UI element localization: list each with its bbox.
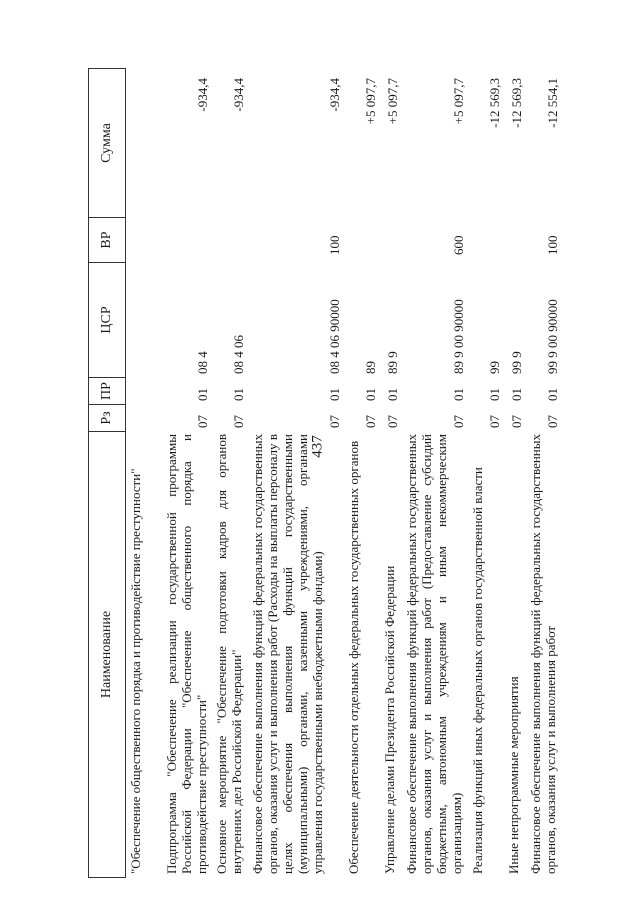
row-csr: 08 4 xyxy=(195,351,210,374)
page-number: 437 xyxy=(309,435,326,458)
row-rz: 07 xyxy=(195,415,210,428)
row-sum: -934,4 xyxy=(327,78,342,112)
row-rz: 07 xyxy=(327,415,342,428)
row-vr: 600 xyxy=(451,235,466,255)
row-csr: 08 4 06 xyxy=(231,335,246,374)
row-vr: 100 xyxy=(545,235,560,255)
row-csr: 89 9 xyxy=(385,351,400,374)
row-csr: 89 9 00 90000 xyxy=(451,299,466,374)
row-name: Финансовое обеспечение выполнения функций федеральных государственных органов, оказания услуг и выполнения работ (Предоставление субсидий бюджетным, автономным учреждениям и иным некоммерческим организациям) xyxy=(404,434,464,874)
budget-table xyxy=(88,68,613,878)
row-name: "Обеспечение общественного порядка и противодействие преступности" xyxy=(128,468,143,874)
row-pr: 01 xyxy=(545,388,560,401)
table-row xyxy=(506,68,524,878)
row-pr: 01 xyxy=(451,388,466,401)
table-row xyxy=(404,68,466,878)
header-sum: Сумма xyxy=(89,68,125,218)
row-csr: 99 9 xyxy=(509,351,524,374)
row-pr: 01 xyxy=(487,388,502,401)
row-name: Обеспечение деятельности отдельных федеральных государственных органов xyxy=(346,440,361,874)
table-row xyxy=(128,68,160,878)
row-rz: 07 xyxy=(231,415,246,428)
table-row xyxy=(214,68,246,878)
row-csr: 89 xyxy=(363,361,378,374)
row-pr: 01 xyxy=(385,388,400,401)
table-header-row xyxy=(88,68,126,878)
header-rz: Рз xyxy=(89,405,125,432)
row-name: Финансовое обеспечение выполнения функций федеральных государственных органов, оказания услуг и выполнения работ (Расходы на выплаты персоналу в целях обеспечения выполнения функций государственными (муниципальными) органами, казенными учреждениями, органами управления государственными внебюджетными фондами) xyxy=(250,434,325,874)
row-sum: +5 097,7 xyxy=(451,78,466,125)
row-pr: 01 xyxy=(509,388,524,401)
row-rz: 07 xyxy=(487,415,502,428)
row-sum: -934,4 xyxy=(195,78,210,112)
row-rz: 07 xyxy=(385,415,400,428)
row-name: Подпрограмма "Обеспечение реализации государственной программы Российской Федерации "Обеспечение общественного порядка и противодействие преступности" xyxy=(164,434,209,874)
header-vr: ВР xyxy=(89,218,125,263)
row-vr: 100 xyxy=(327,235,342,255)
row-sum: -12 554,1 xyxy=(545,78,560,128)
header-pr: ПР xyxy=(89,378,125,405)
row-rz: 07 xyxy=(509,415,524,428)
table-row xyxy=(250,68,342,878)
row-sum: -12 569,3 xyxy=(509,78,524,128)
header-csr: ЦСР xyxy=(89,263,125,378)
row-pr: 01 xyxy=(231,388,246,401)
row-pr: 01 xyxy=(363,388,378,401)
row-name: Управление делами Президента Российской Федерации xyxy=(382,565,397,874)
row-name: Реализация функций иных федеральных органов государственной власти xyxy=(470,467,485,874)
row-rz: 07 xyxy=(545,415,560,428)
table-row xyxy=(528,68,560,878)
row-sum: -934,4 xyxy=(231,78,246,112)
table-row xyxy=(346,68,378,878)
row-rz: 07 xyxy=(451,415,466,428)
row-name: Иные непрограммные мероприятия xyxy=(506,676,521,874)
table-row xyxy=(164,68,210,878)
row-name: Финансовое обеспечение выполнения функций федеральных государственных органов, оказания услуг и выполнения работ xyxy=(528,434,558,874)
row-csr: 99 9 00 90000 xyxy=(545,299,560,374)
row-sum: +5 097,7 xyxy=(385,78,400,125)
header-name: Наименование xyxy=(89,432,125,878)
row-pr: 01 xyxy=(327,388,342,401)
row-rz: 07 xyxy=(363,415,378,428)
row-pr: 01 xyxy=(195,388,210,401)
table-row xyxy=(470,68,502,878)
row-csr: 08 4 06 90000 xyxy=(327,299,342,374)
row-sum: +5 097,7 xyxy=(363,78,378,125)
row-name: Основное мероприятие "Обеспечение подготовки кадров для органов внутренних дел Российской Федерации" xyxy=(214,434,244,874)
table-row xyxy=(382,68,400,878)
row-sum: -12 569,3 xyxy=(487,78,502,128)
row-csr: 99 xyxy=(487,361,502,374)
